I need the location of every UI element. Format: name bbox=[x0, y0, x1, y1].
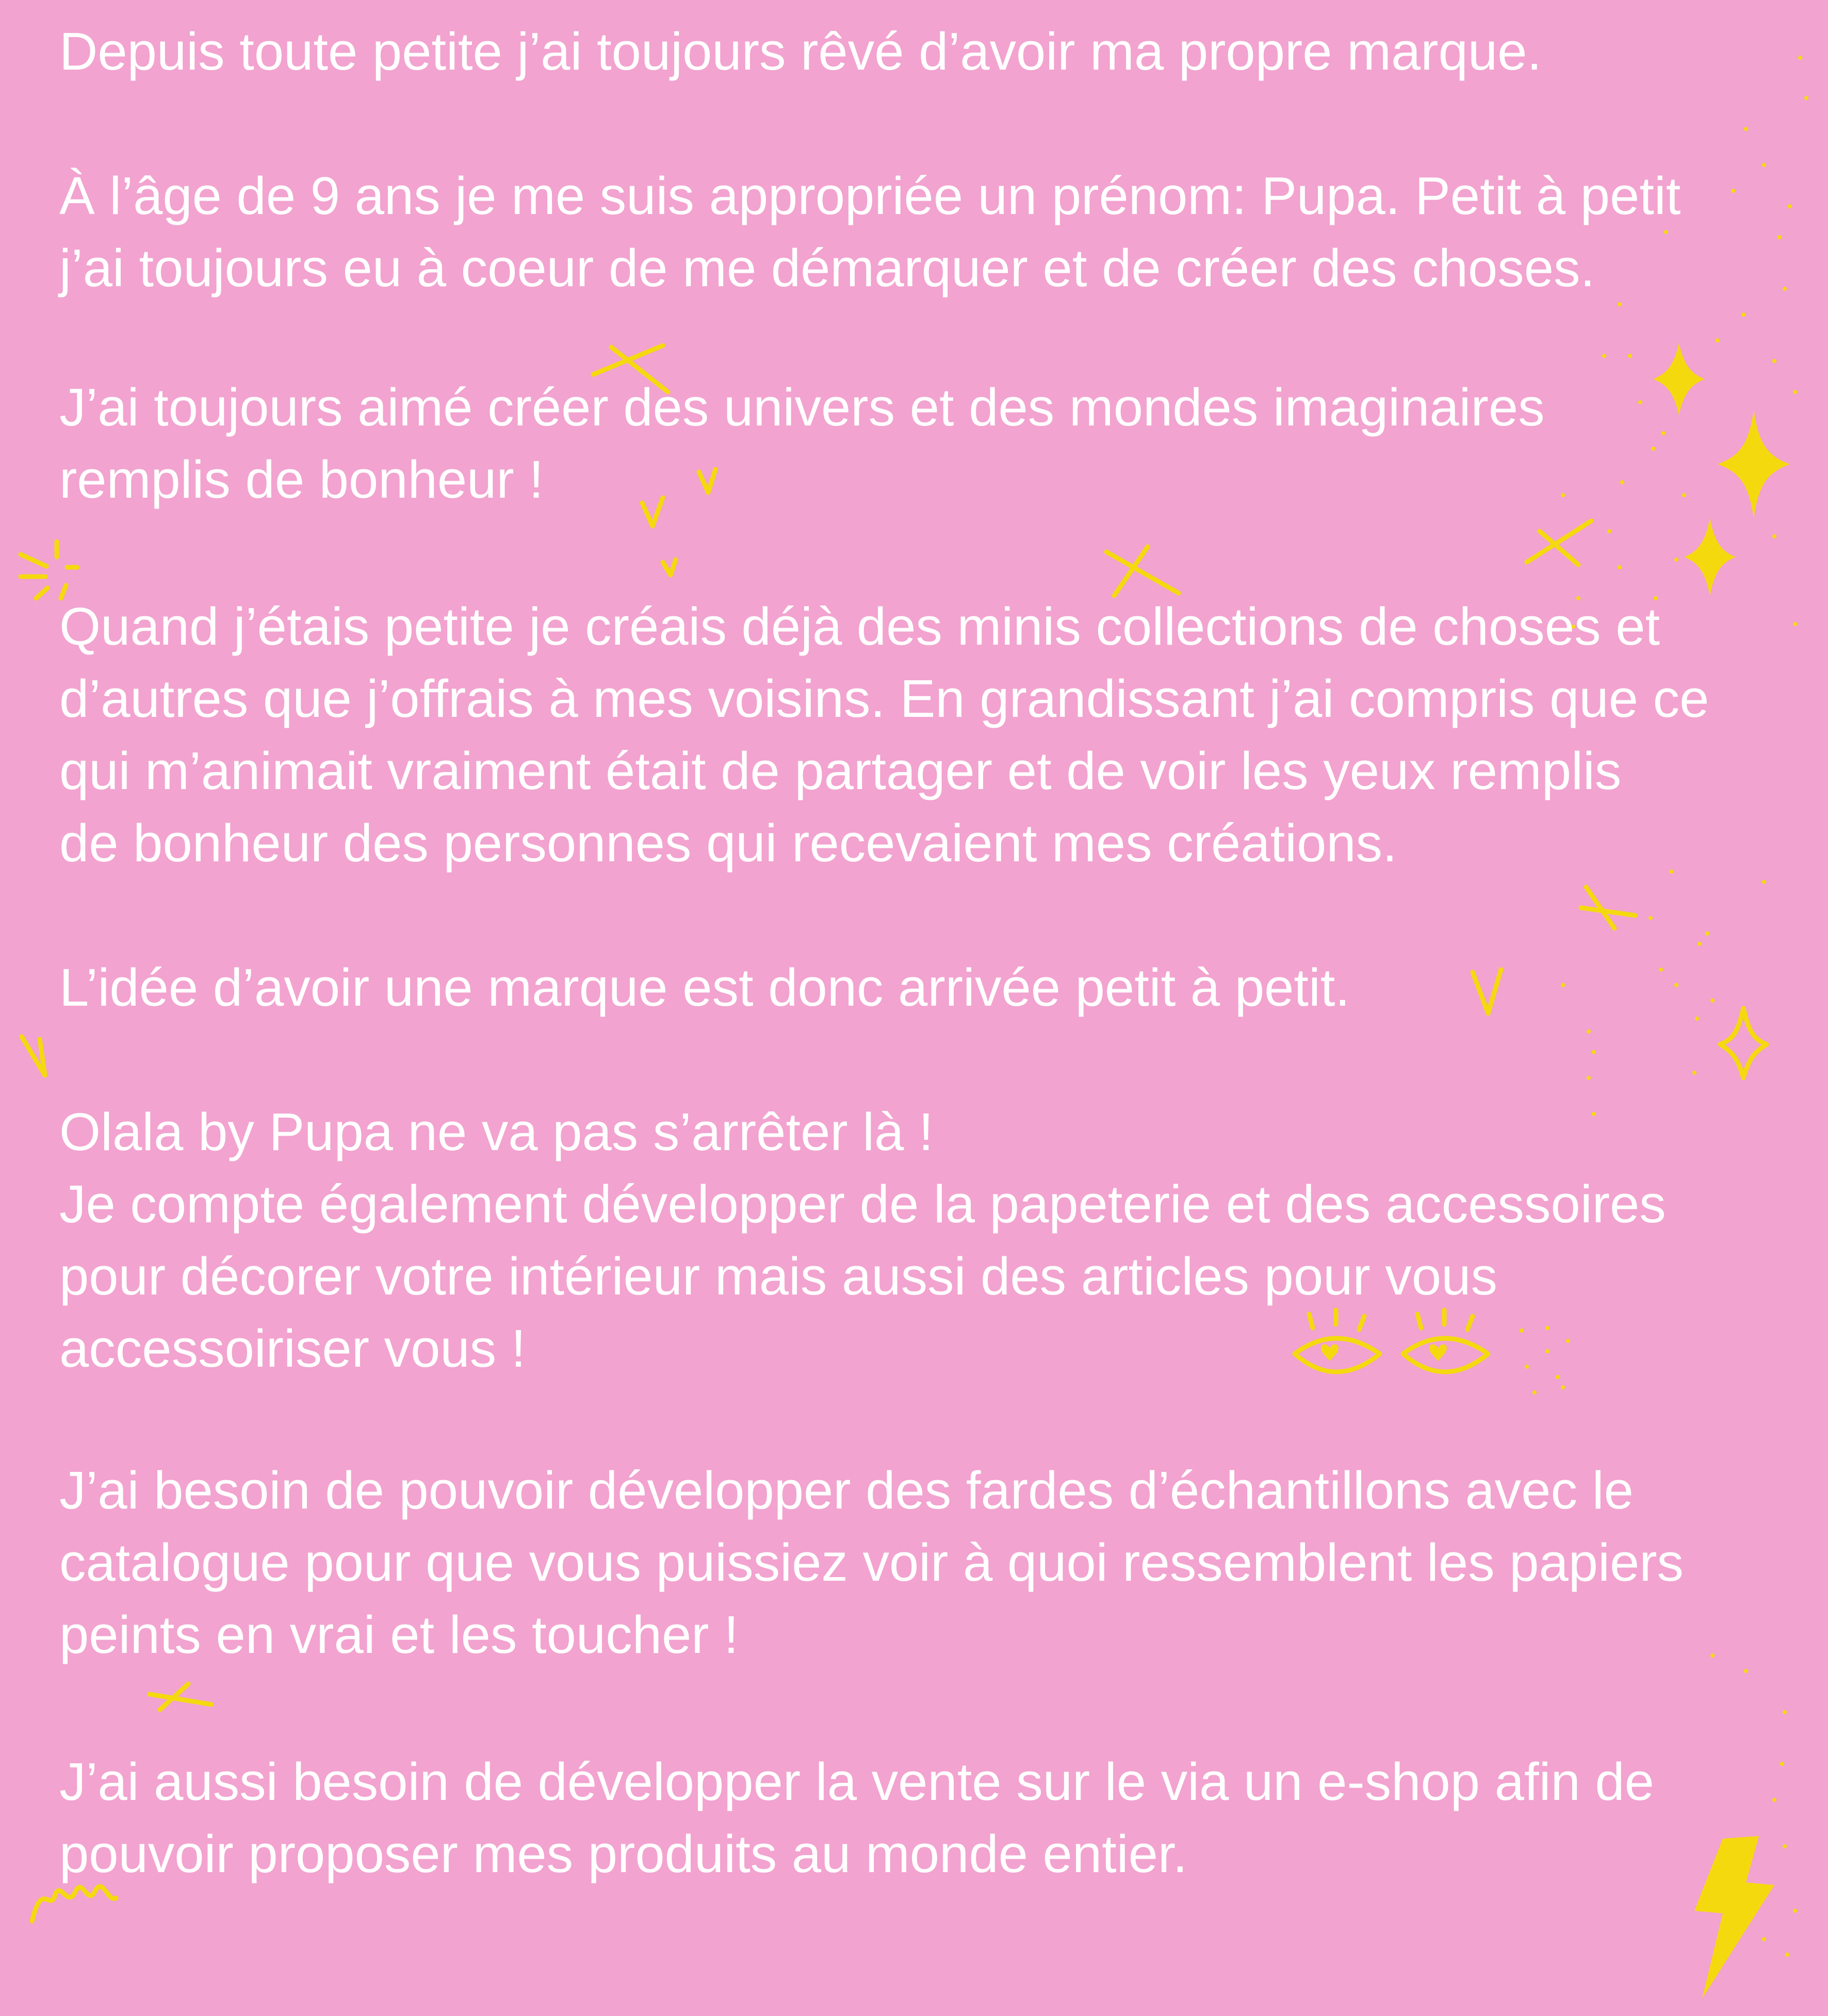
paragraph-universes bbox=[59, 371, 1782, 516]
paragraph-brand-idea bbox=[59, 952, 1782, 1024]
text-line: L’idée d’avoir une marque est donc arrivée petit à petit. bbox=[59, 958, 1350, 1017]
sparkle-icon bbox=[1684, 518, 1736, 596]
paragraph-samples bbox=[59, 1454, 1782, 1671]
text-line: À l’âge de 9 ans je me suis appropriée un prénom: Pupa. Petit à petit bbox=[59, 166, 1681, 225]
paragraph-childhood bbox=[59, 591, 1782, 879]
cross-icon bbox=[1581, 887, 1635, 928]
text-line: Quand j’étais petite je créais déjà des minis collections de choses et bbox=[59, 597, 1660, 656]
cross-icon bbox=[1106, 547, 1179, 596]
text-line: Olala by Pupa ne va pas s’arrêter là ! bbox=[59, 1102, 934, 1161]
paragraph-intro bbox=[59, 15, 1782, 88]
text-line: de bonheur des personnes qui recevaient mes créations. bbox=[59, 813, 1397, 873]
text-line: j’ai toujours eu à coeur de me démarquer et de créer des choses. bbox=[59, 238, 1595, 298]
text-line: qui m’animait vraiment était de partager et de voir les yeux remplis bbox=[59, 741, 1622, 800]
text-line: J’ai aussi besoin de développer la vente sur le via un e-shop afin de bbox=[59, 1752, 1654, 1811]
text-line: Je compte également développer de la papeterie et des accessoires bbox=[59, 1174, 1666, 1234]
text-line: J’ai besoin de pouvoir développer des fardes d’échantillons avec le bbox=[59, 1461, 1634, 1520]
paragraph-name bbox=[59, 160, 1782, 304]
burst-icon bbox=[21, 542, 77, 598]
text-line: remplis de bonheur ! bbox=[59, 450, 544, 509]
text-line: Depuis toute petite j’ai toujours rêvé d’avoir ma propre marque. bbox=[59, 22, 1542, 81]
text-line: d’autres que j’offrais à mes voisins. En grandissant j’ai compris que ce bbox=[59, 669, 1709, 728]
cross-icon bbox=[150, 1684, 211, 1710]
text-line: pouvoir proposer mes produits au monde entier. bbox=[59, 1824, 1188, 1883]
paragraph-eshop bbox=[59, 1746, 1782, 1890]
squiggle-icon bbox=[32, 1887, 116, 1921]
text-line: peints en vrai et les toucher ! bbox=[59, 1605, 739, 1664]
text-line: pour décorer votre intérieur mais aussi des articles pour vous bbox=[59, 1247, 1497, 1306]
cross-icon bbox=[1527, 521, 1591, 565]
text-line: J’ai toujours aimé créer des univers et des mondes imaginaires bbox=[59, 378, 1545, 437]
text-line: catalogue pour que vous puissiez voir à quoi ressemblent les papiers bbox=[59, 1533, 1684, 1592]
paragraph-future-plans bbox=[59, 1096, 1782, 1385]
text-line: accessoiriser vous ! bbox=[59, 1319, 526, 1378]
